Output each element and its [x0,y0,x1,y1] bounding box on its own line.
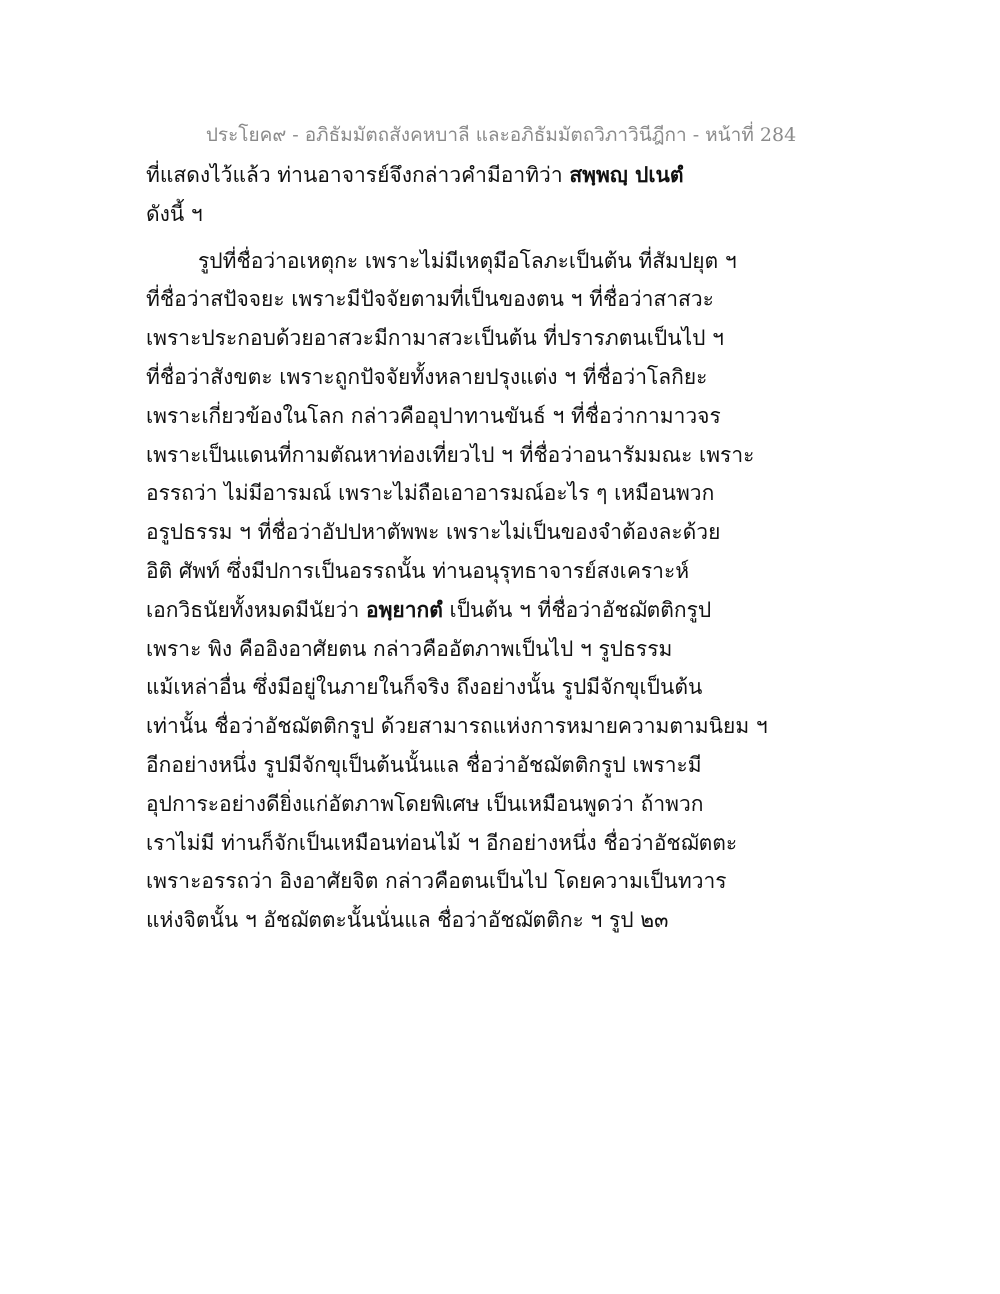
text-line [146,156,706,195]
text-run: อุปการะอย่างดียิ่งแก่อัตภาพโดยพิเศษ เป็นเหมือนพูดว่า ถ้าพวก [146,791,704,816]
text-line [146,785,706,824]
text-line [146,824,738,863]
text-line [146,901,706,940]
text-line [146,397,721,436]
text-line [146,591,712,630]
text-line [146,513,721,552]
text-run: แห่งจิตนั้น ฯ อัชฌัตตะนั้นนั่นแล ชื่อว่าอัชฌัตติกะ ฯ รูป ๒๓ [146,908,669,933]
text-line [146,746,706,785]
text-run: อิติ ศัพท์ ซึ่งมีปการเป็นอรรถนั้น ท่านอนุรุทธาจารย์สงเคราะห์ [146,558,690,583]
page-header: ประโยค๙ - อภิธัมมัตถสังคหบาลี และอภิธัมมัตถวิภาวินีฎีกา - หน้าที่ 284 [205,124,797,146]
text-line [146,436,755,475]
bold-term: อพฺยากตํ [365,596,443,622]
text-run: เป็นต้น ฯ ที่ชื่อว่าอัชฌัตติกรูป [442,597,712,622]
text-run: อีกอย่างหนึ่ง รูปมีจักขุเป็นต้นนั้นแล ชื่อว่าอัชฌัตติกรูป เพราะมี [146,752,702,777]
paragraph-first-line [146,242,737,281]
text-run: ดังนี้ ฯ [146,201,203,226]
text-line [146,862,727,901]
text-run: ที่ชื่อว่าสปัจจยะ เพราะมีปัจจัยตามที่เป็นของตน ฯ ที่ชื่อว่าสาสวะ [146,287,714,312]
text-line [146,280,714,319]
text-run: เพราะอรรถว่า อิงอาศัยจิต กล่าวคือตนเป็นไป โดยความเป็นทวาร [146,869,727,894]
text-run: ที่แสดงไว้แล้ว ท่านอาจารย์จึงกล่าวคำมีอาทิว่า [146,163,570,187]
text-run: อรรถว่า ไม่มีอารมณ์ เพราะไม่ถือเอาอารมณ์อะไร ๆ เหมือนพวก [146,481,715,506]
text-run: เพราะประกอบด้วยอาสวะมีกามาสวะเป็นต้น ที่ปรารภตนเป็นไป ฯ [146,326,724,351]
text-run: เท่านั้น ชื่อว่าอัชฌัตติกรูป ด้วยสามารถแห่งการหมายความตามนิยม ฯ [146,714,768,739]
text-run: แม้เหล่าอื่น ซึ่งมีอยู่ในภายในก็จริง ถึงอย่างนั้น รูปมีจักขุเป็นต้น [146,675,703,700]
text-run: เราไม่มี ท่านก็จักเป็นเหมือนท่อนไม้ ฯ อีกอย่างหนึ่ง ชื่อว่าอัชฌัตตะ [146,830,738,855]
text-run: เอกวิธนัยทั้งหมดมีนัยว่า [146,597,366,622]
text-line [146,630,706,669]
text-run: ที่ชื่อว่าสังขตะ เพราะถูกปัจจัยทั้งหลายปรุงแต่ง ฯ ที่ชื่อว่าโลกิยะ [146,364,708,389]
bold-term: สพฺพญฺ ปเนตํ [569,162,684,187]
text-line [146,358,706,397]
text-line [146,474,715,513]
text-line [146,668,706,707]
text-line [146,552,706,591]
text-line [146,195,706,234]
text-line [146,707,768,746]
text-line [146,319,724,358]
text-run: เพราะเป็นแดนที่กามตัณหาท่องเที่ยวไป ฯ ที่ชื่อว่าอนารัมมณะ เพราะ [146,442,755,467]
document-body [146,156,768,940]
text-run: เพราะเกี่ยวข้องในโลก กล่าวคืออุปาทานขันธ์ ฯ ที่ชื่อว่ากามาวจร [146,403,721,428]
text-run: รูปที่ชื่อว่าอเหตุกะ เพราะไม่มีเหตุมีอโลภะเป็นต้น ที่สัมปยุต ฯ [198,248,737,273]
text-run: เพราะ พิง คืออิงอาศัยตน กล่าวคืออัตภาพเป็นไป ฯ รูปธรรม [146,636,673,661]
text-run: อรูปธรรม ฯ ที่ชื่อว่าอัปปหาตัพพะ เพราะไม่เป็นของจำต้องละด้วย [146,520,721,545]
